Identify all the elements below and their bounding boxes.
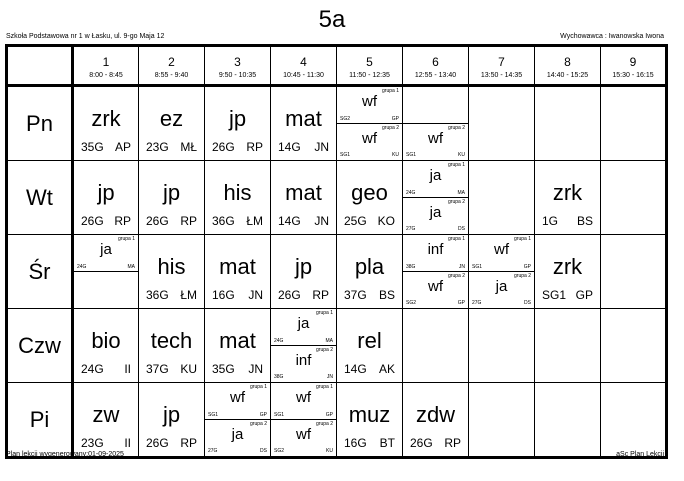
group-label: grupa 1 bbox=[448, 162, 465, 168]
group-lesson bbox=[74, 271, 138, 309]
subject: muz bbox=[348, 402, 391, 427]
subject: ja bbox=[231, 425, 244, 443]
lesson-box bbox=[337, 161, 402, 234]
lesson-cell bbox=[403, 86, 469, 161]
room: 16G bbox=[212, 288, 235, 302]
subject: rel bbox=[357, 328, 382, 353]
class-title: 5a bbox=[318, 6, 346, 33]
teacher: KU bbox=[180, 362, 197, 376]
group-label: grupa 2 bbox=[316, 420, 333, 427]
group-label: grupa 1 bbox=[316, 310, 333, 316]
subject: jp bbox=[228, 106, 247, 131]
day-name: Pi bbox=[7, 383, 73, 458]
lesson-box bbox=[535, 235, 600, 308]
room: 14G bbox=[344, 362, 367, 376]
group-label: grupa 2 bbox=[316, 346, 333, 353]
subject: bio bbox=[91, 328, 121, 353]
group-label: grupa 1 bbox=[448, 236, 465, 242]
group-lesson bbox=[469, 271, 534, 309]
lesson-cell bbox=[601, 235, 667, 309]
lesson-cell bbox=[535, 309, 601, 383]
subject: wf bbox=[362, 93, 377, 110]
subject: mat bbox=[285, 180, 322, 205]
day-name: Pn bbox=[7, 86, 73, 161]
group-lesson bbox=[205, 419, 270, 457]
lesson-box bbox=[271, 309, 336, 382]
lesson-box bbox=[74, 161, 138, 234]
teacher: JN bbox=[314, 140, 329, 154]
subject: wf bbox=[494, 241, 509, 258]
period-time: 10:45 - 11:30 bbox=[283, 72, 324, 79]
timetable bbox=[5, 44, 668, 459]
subject: zrk bbox=[552, 180, 583, 205]
lesson-box bbox=[337, 87, 402, 160]
lesson-box bbox=[337, 309, 402, 382]
lesson-cell bbox=[469, 309, 535, 383]
teacher: BS bbox=[378, 288, 395, 302]
subject: jp bbox=[162, 402, 181, 427]
teacher: KU bbox=[326, 448, 333, 454]
lesson-box bbox=[337, 383, 402, 456]
group-label: grupa 2 bbox=[250, 420, 267, 427]
teacher: MA bbox=[325, 337, 333, 344]
lesson-cell bbox=[337, 86, 403, 161]
group-lesson bbox=[403, 161, 468, 198]
teacher: AK bbox=[378, 362, 395, 376]
room: SG1 bbox=[274, 411, 285, 418]
lesson-box bbox=[74, 309, 138, 382]
subject: geo bbox=[351, 180, 388, 205]
lesson-box bbox=[74, 87, 138, 160]
lesson-box bbox=[601, 309, 665, 382]
lesson-cell bbox=[271, 309, 337, 383]
subject: wf bbox=[362, 129, 377, 147]
room: 1G bbox=[542, 214, 559, 228]
lesson-box bbox=[535, 87, 600, 160]
room: SG2 bbox=[340, 115, 351, 122]
lesson-cell bbox=[205, 309, 271, 383]
teacher: GP bbox=[325, 411, 333, 418]
subject: his bbox=[223, 180, 252, 205]
room: 26G bbox=[212, 140, 235, 154]
lesson-box bbox=[469, 383, 534, 456]
teacher: GP bbox=[575, 288, 593, 302]
lesson-box bbox=[601, 383, 665, 456]
group-label: grupa 1 bbox=[382, 88, 399, 94]
lesson-cell bbox=[535, 383, 601, 458]
group-lesson bbox=[469, 235, 534, 272]
room: SG1 bbox=[406, 152, 417, 158]
room: 14G bbox=[278, 214, 301, 228]
teacher: MŁ bbox=[180, 140, 197, 154]
lesson-cell bbox=[601, 309, 667, 383]
lesson-box bbox=[139, 235, 204, 308]
room: 26G bbox=[146, 436, 169, 450]
lesson-cell bbox=[601, 161, 667, 235]
teacher: MA bbox=[127, 263, 135, 270]
lesson-cell bbox=[139, 235, 205, 309]
subject: ja bbox=[495, 277, 508, 295]
teacher: DS bbox=[524, 300, 531, 306]
school-name: Szkoła Podstawowa nr 1 w Łasku, ul. 9-go Maja 12 bbox=[6, 33, 165, 40]
period-time: 8:00 - 8:45 bbox=[89, 72, 123, 79]
teacher: GP bbox=[523, 263, 531, 270]
group-lesson bbox=[337, 123, 402, 161]
teacher: RP bbox=[114, 214, 131, 228]
period-number: 5 bbox=[366, 55, 373, 69]
lesson-cell bbox=[337, 309, 403, 383]
teacher: DS bbox=[260, 448, 267, 454]
teacher: II bbox=[124, 436, 131, 450]
room: 25G bbox=[344, 214, 367, 228]
lesson-cell bbox=[469, 235, 535, 309]
lesson-box bbox=[139, 383, 204, 456]
lesson-box bbox=[535, 383, 600, 456]
lesson-cell bbox=[535, 235, 601, 309]
lesson-box bbox=[271, 87, 336, 160]
room: 26G bbox=[278, 288, 301, 302]
group-lesson bbox=[403, 87, 468, 124]
group-label: grupa 2 bbox=[448, 124, 465, 131]
lesson-box bbox=[601, 161, 665, 234]
lesson-cell bbox=[205, 235, 271, 309]
period-number: 8 bbox=[564, 55, 571, 69]
lesson-cell bbox=[139, 161, 205, 235]
generated-date: Plan lekcji wygenerowany:01-09-2025 bbox=[6, 451, 124, 458]
lesson-cell bbox=[139, 383, 205, 458]
lesson-box bbox=[139, 161, 204, 234]
lesson-box bbox=[535, 309, 600, 382]
teacher: JN bbox=[314, 214, 329, 228]
period-number: 9 bbox=[629, 55, 637, 69]
room: 16G bbox=[344, 436, 367, 450]
lesson-box bbox=[403, 309, 468, 382]
lesson-box bbox=[139, 87, 204, 160]
lesson-box bbox=[403, 235, 468, 308]
lesson-cell bbox=[271, 383, 337, 458]
room: SG1 bbox=[340, 152, 351, 158]
lesson-box bbox=[205, 309, 270, 382]
period-header bbox=[337, 46, 403, 86]
group-lesson bbox=[205, 383, 270, 420]
lesson-box bbox=[139, 309, 204, 382]
group-lesson bbox=[271, 419, 336, 457]
lesson-cell bbox=[205, 161, 271, 235]
subject: zrk bbox=[552, 254, 583, 279]
teacher: RP bbox=[246, 140, 263, 154]
teacher: RP bbox=[180, 436, 197, 450]
room: 27G bbox=[208, 448, 218, 454]
room: 27G bbox=[472, 300, 482, 306]
teacher: II bbox=[124, 362, 131, 376]
subject: mat bbox=[219, 328, 256, 353]
subject: wf bbox=[230, 389, 245, 406]
room: 23G bbox=[146, 140, 169, 154]
teacher: JN bbox=[326, 374, 333, 380]
teacher: KU bbox=[458, 152, 465, 158]
teacher: BS bbox=[576, 214, 593, 228]
lesson-box bbox=[205, 161, 270, 234]
group-lesson bbox=[271, 383, 336, 420]
room: 38G bbox=[274, 374, 284, 380]
period-header bbox=[271, 46, 337, 86]
lesson-cell bbox=[139, 86, 205, 161]
lesson-box bbox=[205, 87, 270, 160]
teacher: JN bbox=[248, 288, 263, 302]
subject: inf bbox=[295, 351, 312, 369]
lesson-cell bbox=[271, 235, 337, 309]
teacher: DS bbox=[458, 226, 465, 232]
subject: mat bbox=[285, 106, 322, 131]
group-label: grupa 1 bbox=[514, 236, 531, 242]
lesson-box bbox=[271, 383, 336, 456]
group-label: grupa 1 bbox=[118, 236, 135, 242]
lesson-box bbox=[601, 235, 665, 308]
lesson-cell bbox=[271, 161, 337, 235]
group-label: grupa 2 bbox=[448, 272, 465, 279]
subject: tech bbox=[150, 328, 193, 353]
teacher: MA bbox=[457, 189, 465, 196]
room: SG1 bbox=[542, 288, 567, 302]
teacher: RP bbox=[444, 436, 461, 450]
software-credit: aSc Plan Lekcji bbox=[616, 451, 664, 458]
period-time: 14:40 - 15:25 bbox=[546, 72, 589, 79]
teacher: BT bbox=[379, 436, 395, 450]
subject: inf bbox=[427, 241, 444, 258]
teacher: ŁM bbox=[180, 288, 197, 302]
group-label: grupa 2 bbox=[448, 198, 465, 205]
room: SG1 bbox=[472, 263, 483, 270]
room: 35G bbox=[212, 362, 235, 376]
teacher: AP bbox=[114, 140, 131, 154]
subject: ez bbox=[159, 106, 184, 131]
period-number: 6 bbox=[432, 55, 439, 69]
lesson-cell bbox=[271, 86, 337, 161]
group-label: grupa 1 bbox=[250, 384, 267, 390]
lesson-box bbox=[469, 309, 534, 382]
subject: wf bbox=[296, 389, 311, 406]
class-tutor: Wychowawca : Iwanowska Iwona bbox=[560, 33, 664, 40]
room: 35G bbox=[81, 140, 104, 154]
lesson-cell bbox=[139, 309, 205, 383]
room: 23G bbox=[81, 436, 104, 450]
subject: ja bbox=[297, 315, 310, 332]
room: 37G bbox=[146, 362, 169, 376]
group-lesson bbox=[403, 271, 468, 309]
lesson-cell bbox=[205, 86, 271, 161]
period-number: 1 bbox=[102, 55, 110, 69]
period-number: 4 bbox=[300, 55, 307, 69]
period-header bbox=[601, 46, 667, 86]
lesson-box bbox=[601, 87, 665, 160]
lesson-cell bbox=[73, 309, 139, 383]
subject: ja bbox=[429, 203, 442, 221]
room: 26G bbox=[410, 436, 433, 450]
lesson-box bbox=[535, 161, 600, 234]
room: SG2 bbox=[274, 448, 285, 454]
subject: wf bbox=[428, 129, 443, 147]
room: 38G bbox=[406, 263, 416, 270]
group-lesson bbox=[271, 345, 336, 383]
lesson-box bbox=[74, 235, 138, 308]
period-number: 7 bbox=[498, 55, 505, 69]
corner-cell bbox=[7, 46, 73, 86]
teacher: RP bbox=[312, 288, 329, 302]
room: 14G bbox=[278, 140, 301, 154]
teacher: RP bbox=[180, 214, 197, 228]
period-number: 3 bbox=[234, 55, 241, 69]
lesson-box bbox=[469, 161, 534, 234]
subject: wf bbox=[296, 425, 311, 443]
subject: wf bbox=[428, 277, 443, 295]
subject: zw bbox=[92, 402, 120, 427]
room: SG2 bbox=[406, 300, 417, 306]
lesson-cell bbox=[73, 86, 139, 161]
day-name: Czw bbox=[7, 309, 73, 383]
lesson-cell bbox=[469, 383, 535, 458]
room: 27G bbox=[406, 226, 416, 232]
room: 26G bbox=[146, 214, 169, 228]
period-header bbox=[139, 46, 205, 86]
period-header bbox=[73, 46, 139, 86]
group-lesson bbox=[337, 87, 402, 124]
lesson-cell bbox=[73, 161, 139, 235]
group-lesson bbox=[403, 235, 468, 272]
group-lesson bbox=[403, 123, 468, 161]
lesson-cell bbox=[205, 383, 271, 458]
lesson-cell bbox=[403, 309, 469, 383]
teacher: ŁM bbox=[246, 214, 263, 228]
subject: his bbox=[157, 254, 186, 279]
lesson-box bbox=[74, 383, 138, 456]
lesson-cell bbox=[403, 235, 469, 309]
period-time: 11:50 - 12:35 bbox=[349, 72, 390, 79]
period-header bbox=[403, 46, 469, 86]
teacher: GP bbox=[391, 115, 399, 122]
subject: mat bbox=[219, 254, 256, 279]
period-time: 9:50 - 10:35 bbox=[218, 72, 257, 79]
day-name: Śr bbox=[7, 235, 73, 309]
day-name: Wt bbox=[7, 161, 73, 235]
period-time: 8:55 - 9:40 bbox=[154, 72, 189, 79]
group-lesson bbox=[74, 235, 138, 272]
lesson-box bbox=[205, 383, 270, 456]
lesson-box bbox=[337, 235, 402, 308]
lesson-cell bbox=[337, 383, 403, 458]
period-header bbox=[535, 46, 601, 86]
room: 37G bbox=[344, 288, 367, 302]
lesson-cell bbox=[535, 86, 601, 161]
lesson-box bbox=[205, 235, 270, 308]
subject: zdw bbox=[415, 402, 456, 427]
lesson-cell bbox=[403, 383, 469, 458]
teacher: GP bbox=[259, 411, 267, 418]
lesson-cell bbox=[601, 383, 667, 458]
room: 24G bbox=[81, 362, 104, 376]
lesson-cell bbox=[73, 235, 139, 309]
lesson-cell bbox=[469, 161, 535, 235]
room: 24G bbox=[406, 189, 416, 196]
period-time: 13:50 - 14:35 bbox=[480, 72, 523, 79]
room: SG1 bbox=[208, 411, 219, 418]
lesson-cell bbox=[601, 86, 667, 161]
room: 36G bbox=[212, 214, 235, 228]
room: 36G bbox=[146, 288, 169, 302]
room: 26G bbox=[81, 214, 104, 228]
lesson-box bbox=[403, 87, 468, 160]
group-label: grupa 2 bbox=[382, 124, 399, 131]
teacher: KO bbox=[377, 214, 395, 228]
room: 24G bbox=[77, 263, 87, 270]
lesson-cell bbox=[403, 161, 469, 235]
teacher: JN bbox=[248, 362, 263, 376]
lesson-box bbox=[403, 161, 468, 234]
lesson-cell bbox=[469, 86, 535, 161]
room: 24G bbox=[274, 337, 284, 344]
period-header bbox=[469, 46, 535, 86]
lesson-box bbox=[469, 87, 534, 160]
teacher: GP bbox=[457, 300, 465, 306]
lesson-cell bbox=[337, 161, 403, 235]
subject: pla bbox=[354, 254, 385, 279]
subject: ja bbox=[100, 241, 112, 258]
lesson-box bbox=[271, 161, 336, 234]
lesson-cell bbox=[73, 383, 139, 458]
lesson-box bbox=[403, 383, 468, 456]
period-time: 12:55 - 13:40 bbox=[414, 72, 457, 79]
subject: jp bbox=[294, 254, 313, 279]
lesson-box bbox=[469, 235, 534, 308]
lesson-cell bbox=[337, 235, 403, 309]
lesson-box bbox=[271, 235, 336, 308]
subject: zrk bbox=[91, 106, 121, 131]
teacher: JN bbox=[458, 263, 465, 270]
lesson-cell bbox=[535, 161, 601, 235]
subject: ja bbox=[429, 167, 442, 184]
period-time: 15:30 - 16:15 bbox=[612, 72, 654, 79]
subject: jp bbox=[162, 180, 181, 205]
teacher: KU bbox=[392, 152, 399, 158]
group-lesson bbox=[403, 197, 468, 235]
period-number: 2 bbox=[168, 55, 175, 69]
period-header bbox=[205, 46, 271, 86]
group-lesson bbox=[271, 309, 336, 346]
group-label: grupa 2 bbox=[514, 272, 531, 279]
group-label: grupa 1 bbox=[316, 384, 333, 390]
subject: jp bbox=[97, 180, 115, 205]
